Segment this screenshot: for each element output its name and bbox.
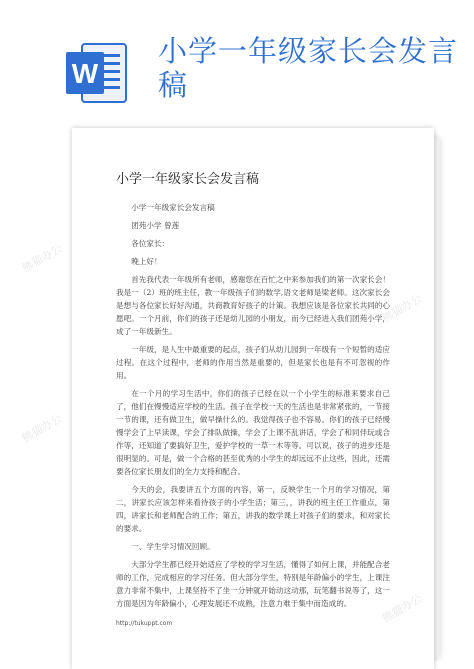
watermark: 熊猫办公: [379, 291, 425, 326]
document-paragraph: 团苑小学 曾莲: [131, 221, 180, 230]
word-logo-letter: W: [71, 58, 99, 89]
watermark: 熊猫办公: [19, 241, 65, 276]
document-paragraph: 晚上好！: [131, 257, 162, 266]
document-paragraph: 小学一年级家长会发言稿: [131, 203, 215, 212]
source-url: http://tukuppt.com: [116, 620, 173, 627]
document-paragraph: 首先我代表一年级所有老师，感谢您在百忙之中来参加我们的第一次家长会！我是一（2）班的班主任，教一年级孩子们的数学,语文老师是梁老师。这次家长会是想与各位家长好好沟通，共商教育好孩子的计策。我想应该是各位家长共同的心愿吧。一个月前，你们的孩子还是幼儿园的小朋友，而今已经进入我们团苑小学，成了一年级新生。: [116, 275, 390, 336]
word-document-icon: [64, 40, 130, 106]
document-body: [116, 201, 390, 610]
watermark: 熊猫办公: [379, 591, 425, 626]
header: [0, 0, 474, 120]
document-paragraph: 今天的会，我要讲五个方面的内容，第一，反映学生一个月的学习情况，第二，讲家长应该怎样来看待孩子的小学生活；第三，，讲我的班主任工作重点，第四，讲家长和老师配合的工作；第五，讲我的数学课上对孩子们的要求，和对家长的要求。: [116, 485, 390, 533]
document-paragraph: 一年级，是人生中最重要的起点，孩子们从幼儿园到一年级有一个短暂的适应过程。在这个过程中，老师的作用当然是重要的，但是家长也是有不可忽视的作用。: [116, 345, 390, 380]
document-paragraph: 各位家长：: [131, 239, 170, 248]
document-paragraph: 在一个月的学习生活中，你们的孩子已经在以一个小学生的标准来要求自己了，他们在慢慢适应学校的生活。孩子在学校一天的生活也是非常紧张的，一节接一节的课，还有做卫生，做早操什么的。我觉得孩子也不容易。你们的孩子已经慢慢学会了上早读课，学会了排队做操，学会了上课不乱讲话，学会了和同伴玩或合作等，还知道了要搞好卫生，爱护学校的一草一木等等。可以说，孩子的进步还是很明显的。可是，做一个合格的甚至优秀的小学生的却远远不止这些，因此，还需要各位家长朋友们的全力支持和配合。: [116, 389, 390, 476]
document-paragraph: 大部分学生都已经开始适应了学校的学习生活，懂得了如何上课，并能配合老师的工作，完成相应的学习任务。但大部分学生，特别是年龄偏小的学生，上课注意力非常不集中，上课坚持不了坐一分钟就开始动这动那，玩笔翻书说等了，这一方面是因为年龄偏小，心理发展还不成熟，注意力难于集中而造成的。: [116, 560, 390, 608]
document-paragraph: 一、学生学习情况回顾。: [131, 542, 215, 551]
document-title: 小学一年级家长会发言稿: [116, 172, 260, 187]
page-title: 小学一年级家长会发言稿: [158, 34, 459, 102]
document-page: [72, 128, 434, 669]
watermark: 熊猫办公: [19, 411, 65, 446]
